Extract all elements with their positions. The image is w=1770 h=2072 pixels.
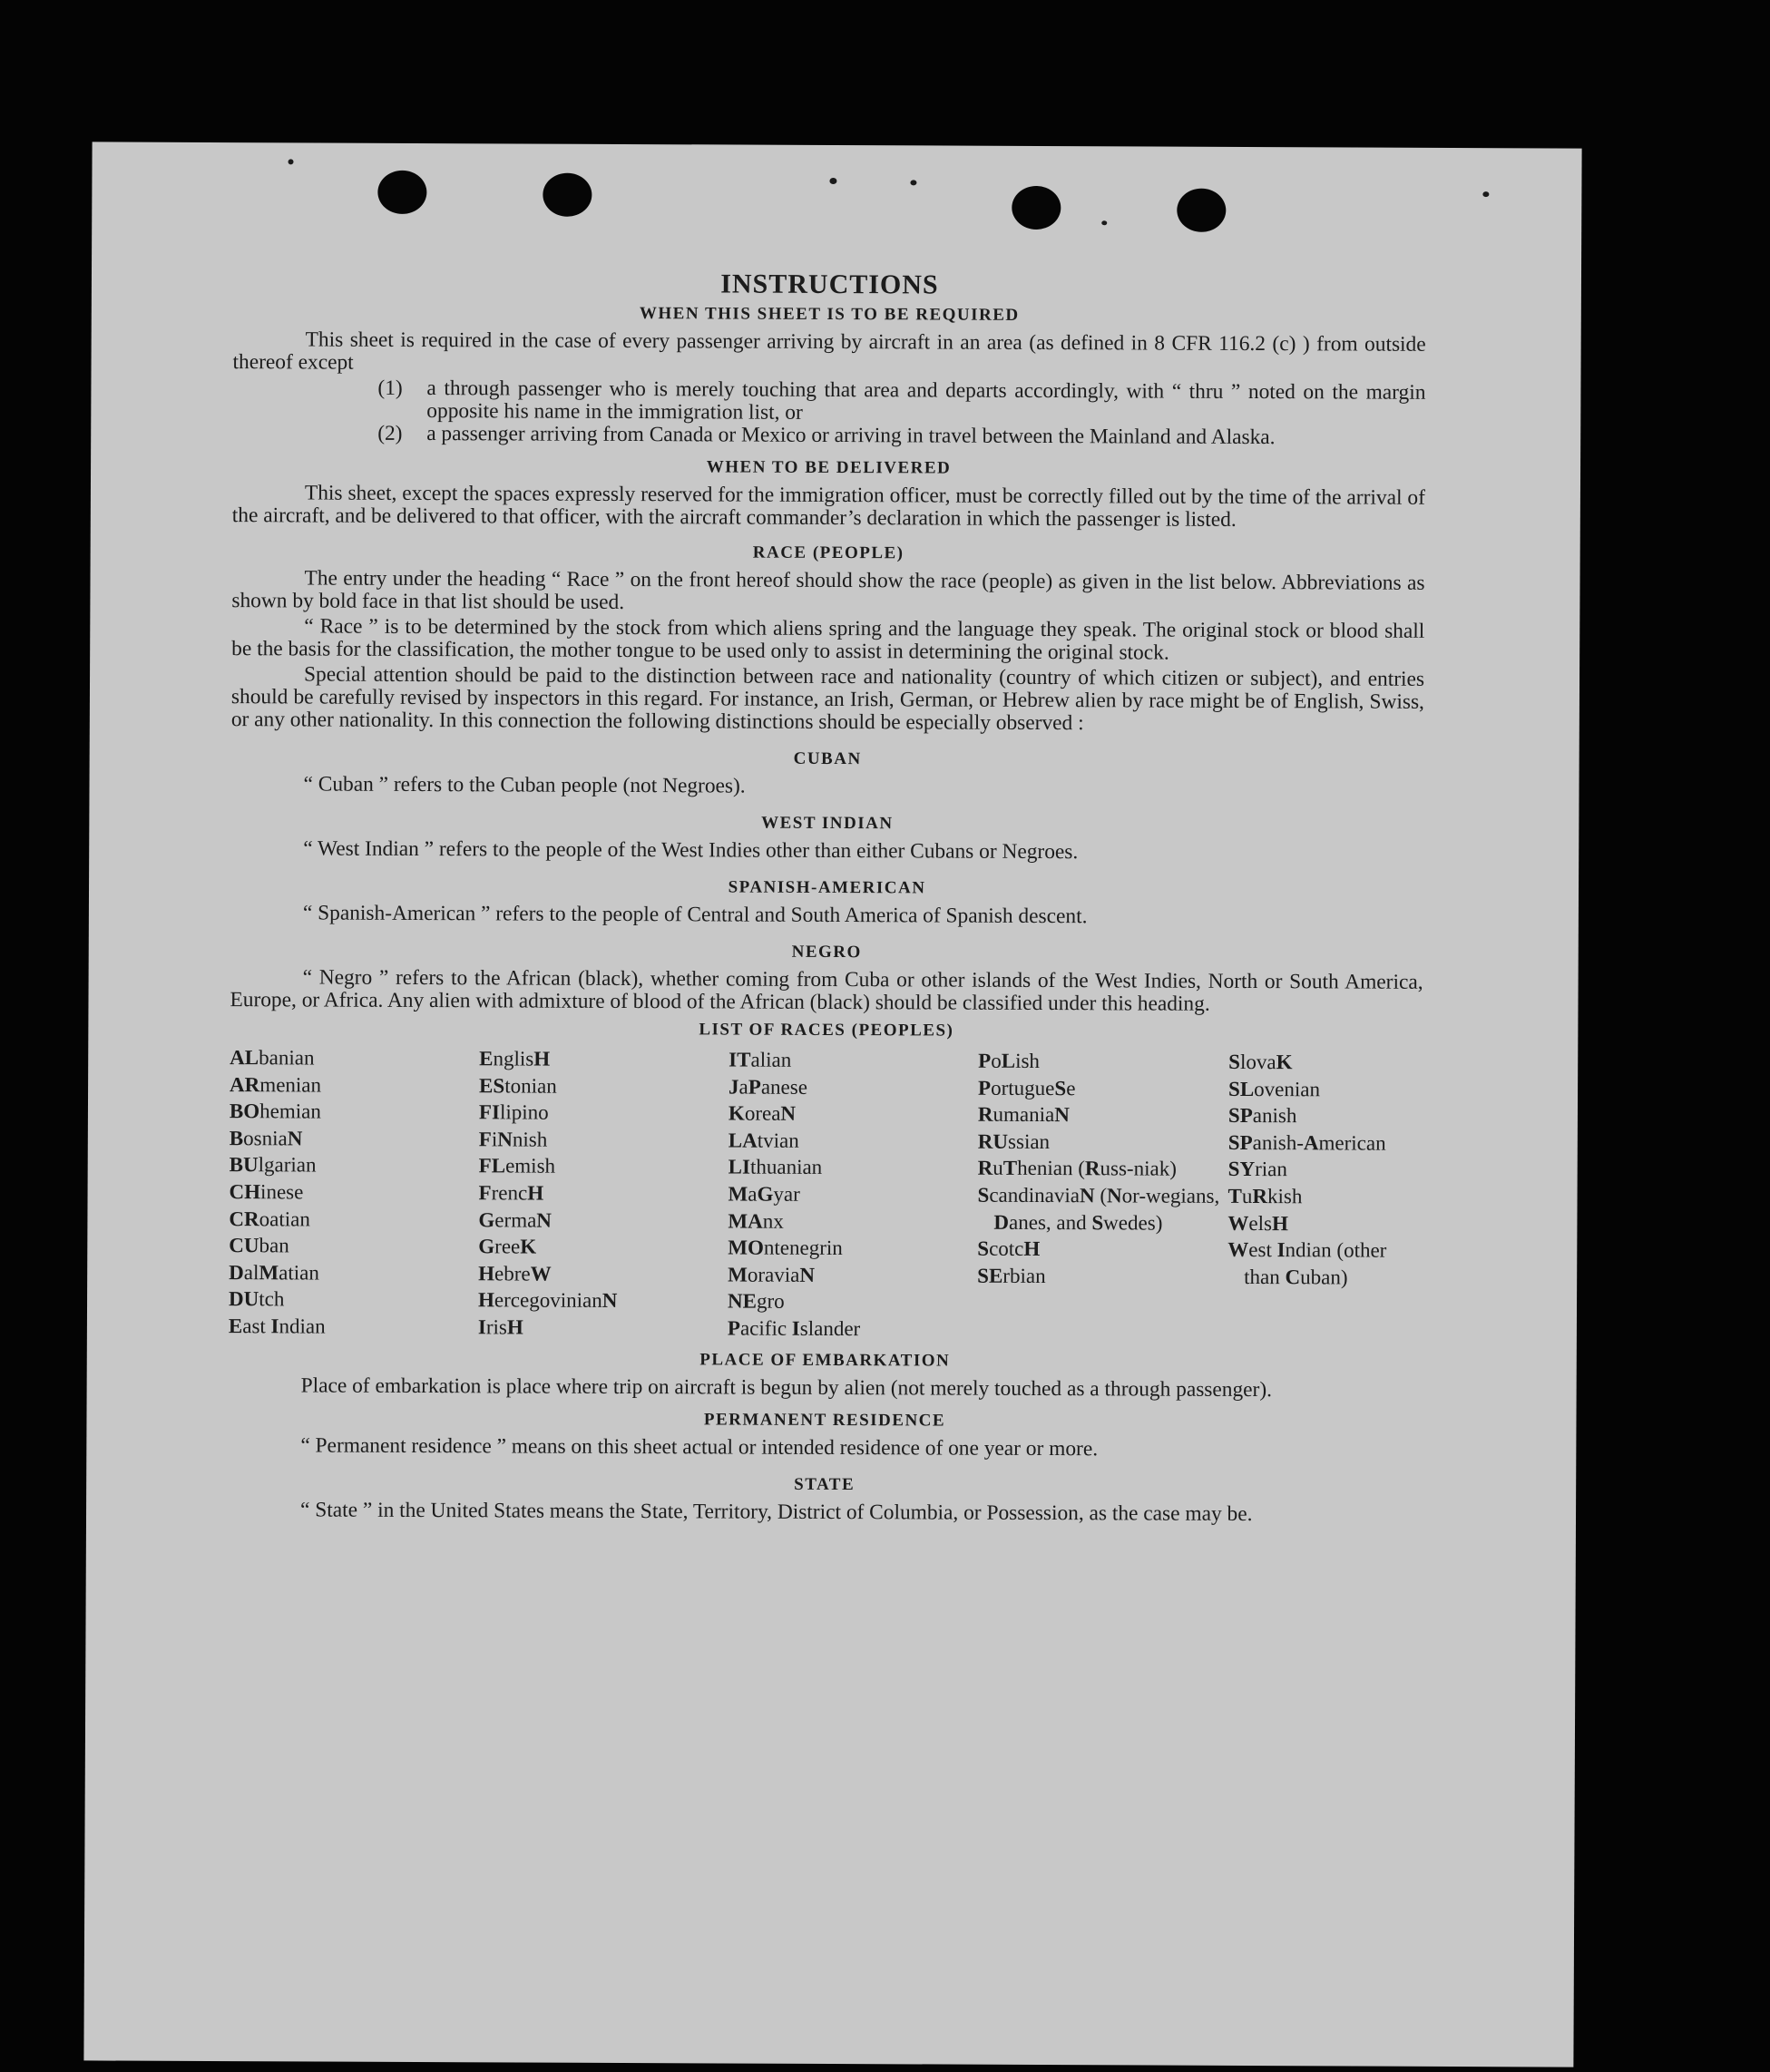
race-entry: DUtch [229, 1287, 285, 1311]
race-entry: West Indian (other than Cuban) [1227, 1238, 1387, 1289]
race-paragraph: “ Race ” is to be determined by the stock from which aliens spring and the language they speak. The original stock or blood shall be the basis for the classification, the mother tongue to be used only to assist in determining the original stock. [231, 614, 1425, 665]
race-entry: FrencH [478, 1181, 544, 1205]
cuban-text: “ Cuban ” refers to the Cuban people (not Negroes). [303, 772, 746, 798]
race-entry: ITalian [729, 1048, 792, 1071]
section-heading-race: RACE (PEOPLE) [752, 542, 905, 563]
races-column [1227, 1049, 1423, 1344]
race-entry: NEgro [727, 1289, 785, 1314]
spanish-american-text: “ Spanish-American ” refers to the people of Central and South America of Spanish descent. [302, 901, 1088, 929]
punch-hole [1012, 186, 1061, 230]
section-heading-spanish-american: SPANISH-AMERICAN [728, 877, 926, 898]
race-entry: CUban [229, 1234, 289, 1257]
race-entry: MoraviaN [728, 1263, 816, 1286]
item-number: (1) [377, 376, 403, 400]
race-entry: DalMatian [229, 1260, 319, 1285]
race-entry: GreeK [478, 1235, 537, 1258]
embarkation-text: Place of embarkation is place where trip on aircraft is begun by alien (not merely touched as a through passenger). [300, 1373, 1273, 1402]
race-entry: RumaniaN [977, 1102, 1070, 1127]
state-text: “ State ” in the United States means the State, Territory, District of Columbia, or Possession, as the case may be. [299, 1497, 1253, 1526]
speck [829, 178, 836, 184]
delivered-text: This sheet, except the spaces expressly reserved for the immigration officer, must be correctly filled out by the time of the arrival of the aircraft, and be delivered to that officer, with the aircraft commander’s declaration in which the passenger is listed. [231, 481, 1425, 532]
section-heading-required: WHEN THIS SHEET IS TO BE REQUIRED [639, 304, 1020, 325]
document-title: INSTRUCTIONS [720, 269, 939, 300]
race-entry: HercegovinianN [478, 1288, 618, 1313]
race-entry: ScandinaviaN (Nor-wegians, Danes, and Swedes) [977, 1183, 1220, 1235]
race-entry: ARmenian [230, 1072, 322, 1097]
west-indian-text: “ West Indian ” refers to the people of the West Indies other than either Cubans or Negroes. [303, 836, 1079, 865]
race-entry: Pacific Islander [727, 1316, 861, 1341]
race-entry: ALbanian [230, 1046, 315, 1070]
race-entry: ScotcH [977, 1236, 1041, 1261]
race-entry: LAtvian [728, 1129, 799, 1152]
race-entry: FIlipino [478, 1100, 549, 1124]
race-entry: EStonian [479, 1073, 557, 1098]
race-entry: PoLish [978, 1049, 1041, 1072]
race-entry: EnglisH [479, 1047, 551, 1070]
race-entry: CRoatian [229, 1207, 310, 1231]
document-body [228, 267, 1426, 1529]
race-entry: SLovenian [1228, 1077, 1321, 1100]
race-entry: KoreaN [728, 1101, 797, 1126]
item-number: (2) [377, 421, 403, 445]
item-text: a through passenger who is merely touching that area and departs accordingly, with “ thru ” noted on the margin opposite his name in the immigration list, or [426, 376, 1426, 425]
race-entry: CHinese [229, 1180, 304, 1204]
race-entry: MOntenegrin [728, 1236, 843, 1260]
section-heading-delivered: WHEN TO BE DELIVERED [706, 457, 952, 478]
race-entry: SPanish [1227, 1104, 1297, 1128]
punch-hole [377, 171, 426, 214]
speck [910, 180, 916, 185]
section-heading-embarkation: PLACE OF EMBARKATION [699, 1349, 951, 1371]
speck [288, 159, 294, 164]
race-entry: TuRkish [1227, 1184, 1303, 1208]
race-entry: SYrian [1227, 1158, 1287, 1181]
race-paragraph: The entry under the heading “ Race ” on the front hereof should show the race (people) as given in the list below. Abbreviations as shown by bold face in that list should be used. [231, 566, 1425, 614]
punch-hole [543, 173, 592, 217]
race-entry: LIthuanian [728, 1155, 823, 1179]
speck [1482, 191, 1489, 197]
section-heading-negro: NEGRO [791, 942, 862, 963]
race-entry: SPanish-American [1227, 1130, 1386, 1155]
exception-item [377, 377, 1425, 427]
races-column [229, 1044, 479, 1341]
race-entry: JaPanese [729, 1075, 808, 1099]
races-column [977, 1048, 1228, 1344]
race-entry: SlovaK [1228, 1050, 1293, 1074]
race-paragraph: Special attention should be paid to the distinction between race and nationality (country of which citizen or subject), and entries should be carefully revised by inspectors in this regard. For instance, an Irish, German, or Hebrew alien by race might be of English, Swiss, or any other nationality. In this connection the following distinctions should be especially observed : [230, 662, 1425, 736]
section-heading-residence: PERMANENT RESIDENCE [703, 1409, 946, 1431]
race-entry: PortugueSe [978, 1076, 1076, 1100]
race-entry: BosniaN [229, 1126, 303, 1150]
race-entry: IrisH [477, 1315, 523, 1339]
section-heading-cuban: CUBAN [793, 748, 862, 769]
race-entry: HebreW [478, 1262, 552, 1285]
section-heading-state: STATE [794, 1474, 856, 1494]
race-entry: MaGyar [728, 1182, 800, 1206]
race-entry: East Indian [228, 1315, 326, 1338]
residence-text: “ Permanent residence ” means on this sheet actual or intended residence of one year or more. [300, 1432, 1099, 1461]
race-entry: FLemish [478, 1154, 556, 1178]
document-sheet [83, 142, 1581, 2067]
races-column [728, 1046, 978, 1343]
race-entry: FiNnish [478, 1128, 548, 1151]
exception-item [377, 423, 1425, 450]
race-entry: BOhemian [229, 1100, 321, 1123]
race-entry: RuThenian (Russ-niak) [977, 1157, 1177, 1181]
punch-hole [1177, 189, 1226, 232]
race-entry: MAnx [728, 1209, 784, 1233]
section-heading-list-of-races: LIST OF RACES (PEOPLES) [699, 1020, 954, 1041]
race-entry: WelsH [1227, 1211, 1288, 1235]
race-entry: BUlgarian [229, 1153, 317, 1177]
races-column [478, 1045, 729, 1342]
item-text: a passenger arriving from Canada or Mexico or arriving in travel between the Mainland and Alaska. [426, 422, 1276, 450]
race-entry: SErbian [977, 1264, 1046, 1287]
section-heading-west-indian: WEST INDIAN [761, 813, 894, 834]
speck [1101, 220, 1107, 225]
race-entry: GermaN [478, 1207, 553, 1232]
negro-text: “ Negro ” refers to the African (black), whether coming from Cuba or other islands of the West Indies, North or South America, Europe, or Africa. Any alien with admixture of blood of the African (black) should be classified under this heading. [230, 965, 1423, 1016]
required-intro: This sheet is required in the case of every passenger arriving by aircraft in an area (as defined in 8 CFR 116.2 (c) ) from outside thereof except [232, 327, 1426, 375]
race-entry: RUssian [977, 1129, 1051, 1153]
races-list [229, 1044, 1423, 1344]
